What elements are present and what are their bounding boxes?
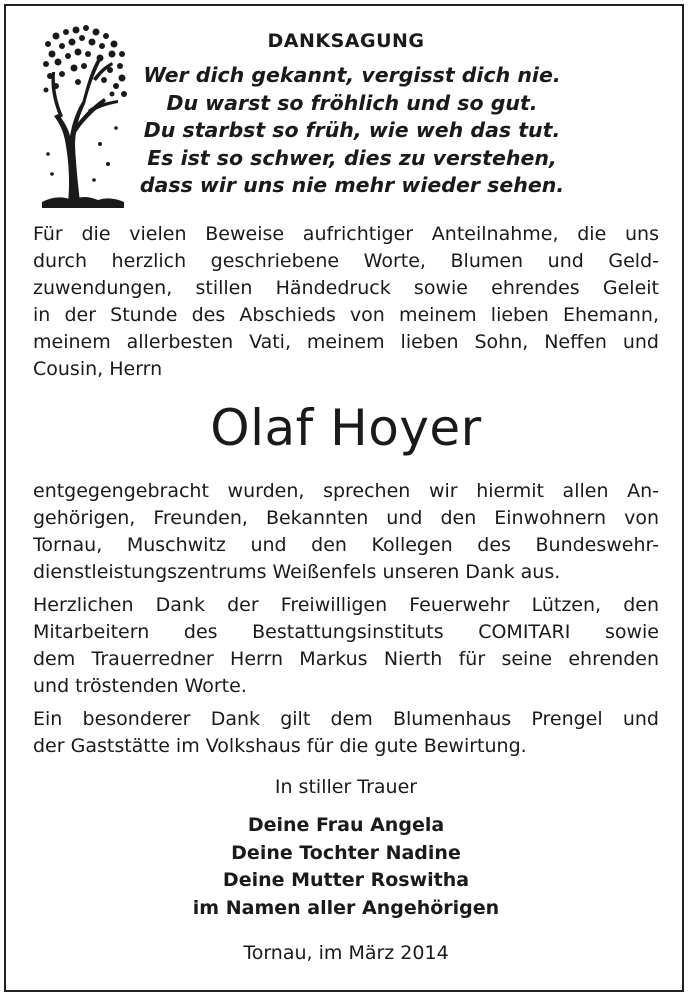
- thanks-fire-line: und tröstenden Worte.: [33, 675, 247, 697]
- intro-line: Cousin, Herrn: [33, 358, 163, 380]
- thanks-special-line: Ein besonderer Dank gilt dem Blumenhaus Prengel und: [33, 708, 659, 730]
- thanks-fire-paragraph: [33, 592, 659, 700]
- intro-paragraph: [33, 221, 659, 383]
- signer-name: Deine Frau Angela: [247, 814, 445, 836]
- signer-name: Deine Tochter Nadine: [231, 841, 461, 864]
- place-date: Tornau, im März 2014: [243, 942, 449, 964]
- deceased-name: Olaf Hoyer: [210, 399, 482, 457]
- thanks-fire-line: dem Trauerredner Herrn Markus Nierth für seine ehrenden: [33, 648, 659, 670]
- poem-line: Wer dich gekannt, vergisst dich nie.: [143, 63, 561, 87]
- intro-line: durch herzlich geschriebene Worte, Blumen und Geld-: [33, 250, 659, 272]
- intro-line: meinem allerbesten Vati, meinem lieben Sohn, Neffen und: [33, 331, 659, 353]
- poem-line: Du warst so fröhlich und so gut.: [166, 90, 538, 115]
- poem: [130, 62, 574, 200]
- thanks-line: Tornau, Muschwitz und den Kollegen des Bundeswehr-: [33, 534, 659, 556]
- thanks-special-line: der Gaststätte im Volkshaus für die gute Bewirtung.: [33, 735, 527, 757]
- thanks-line: entgegengebracht wurden, sprechen wir hiermit allen An-: [33, 480, 659, 502]
- signer-name: Deine Mutter Roswitha: [222, 869, 470, 891]
- signer-name: im Namen aller Angehörigen: [192, 896, 500, 919]
- thanks-line: dienstleistungszentrums Weißenfels unseren Dank aus.: [33, 561, 561, 583]
- intro-line: Für die vielen Beweise aufrichtiger Anteilnahme, die uns: [33, 223, 659, 245]
- thanks-paragraph: [33, 478, 659, 586]
- intro-line: zuwendungen, stillen Händedruck sowie ehrendes Geleit: [33, 277, 659, 299]
- mourning-line: In stiller Trauer: [274, 776, 418, 798]
- intro-line: in der Stunde des Abschieds von meinem lieben Ehemann,: [33, 304, 659, 326]
- thanks-line: gehörigen, Freunden, Bekannten und den Einwohnern von: [33, 507, 659, 529]
- thanks-fire-line: Herzlichen Dank der Freiwilligen Feuerwehr Lützen, den: [33, 594, 659, 616]
- thanks-special-paragraph: [33, 706, 659, 760]
- poem-line: Es ist so schwer, dies zu verstehen,: [147, 145, 557, 170]
- heading-danksagung: DANKSAGUNG: [267, 30, 425, 52]
- poem-line: dass wir uns nie mehr wieder sehen.: [139, 173, 565, 197]
- signers: [0, 812, 692, 922]
- thanks-fire-line: Mitarbeitern des Bestattungsinstituts COMITARI sowie: [33, 621, 659, 643]
- poem-line: Du starbst so früh, wie weh das tut.: [143, 118, 561, 142]
